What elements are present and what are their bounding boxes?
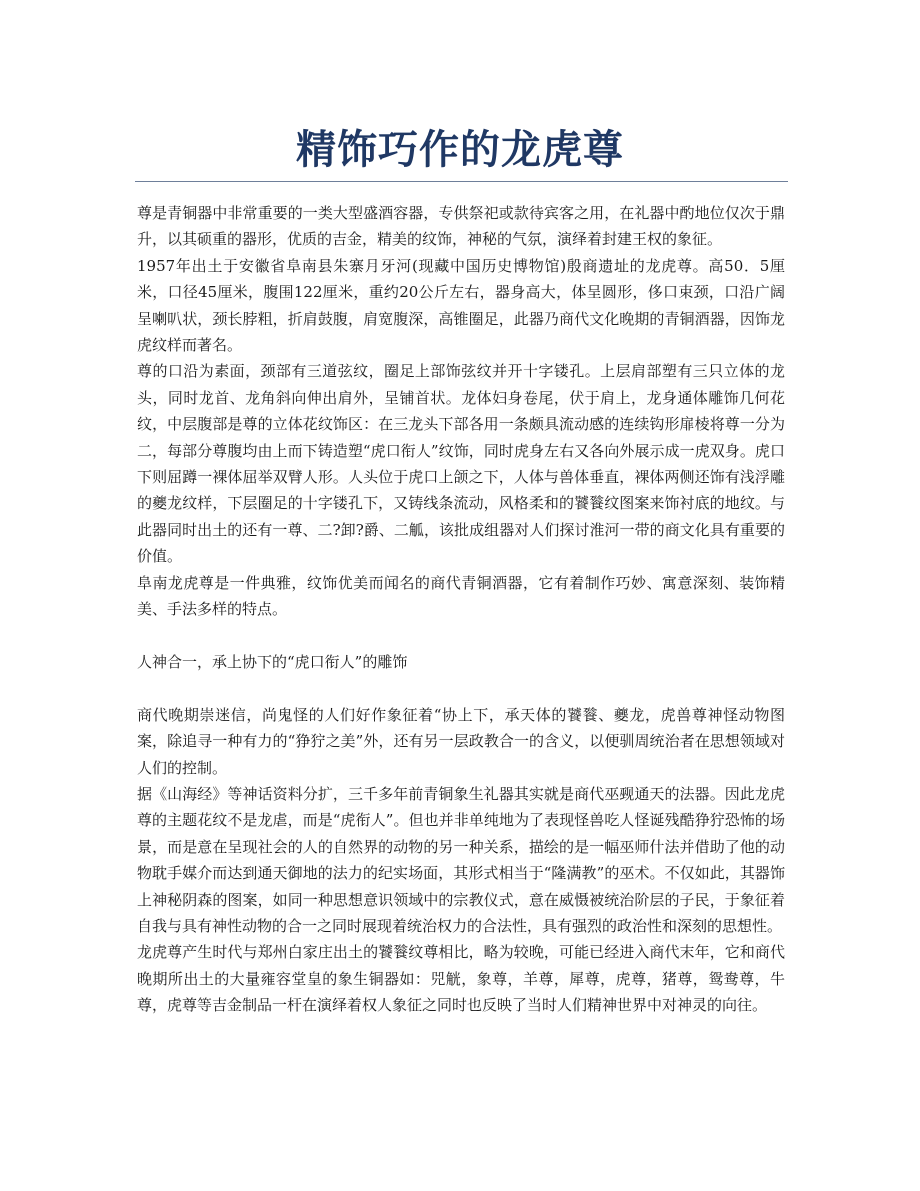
- paragraph-features: 阜南龙虎尊是一件典雅，纹饰优美而闻名的商代青铜酒器，它有着制作巧妙、寓意深刻、装饰精美、手法多样的特点。: [137, 573, 785, 619]
- paragraph-intro: 尊是青铜器中非常重要的一类大型盛酒容器，专供祭祀或款待宾客之用，在礼器中酌地位仅次于鼎升，以其硕重的器形，优质的吉金，精美的纹饰，神秘的气氛，演绎着封建王权的象征。: [137, 204, 785, 249]
- paragraph-mythology: 据《山海经》等神话资料分扩，三千多年前青铜象生礼器其实就是商代巫觋通天的法器。因此龙虎尊的主题花纹不是龙虐，而是“虎衔人”。但也并非单纯地为了表现怪兽吃人怪诞残酷狰狞恐怖的场景，而是意在呈现社会的人的自然界的动物的另一种关系，描绘的是一幅巫师什法并借助了他的动物耽手媒介而达到通天御地的法力的纪实场面，其形式相当于“隆满教”的巫术。不仅如此，其器饰上神秘阴森的图案，如同一种思想意识领域中的宗教仪式，意在威慑被统治阶层的子民，于象征着自我与具有神性动物的合一之同时展现着统治权力的合法性，具有强烈的政治性和深刻的思想性。: [137, 784, 785, 935]
- paragraph-discovery: 1957年出土于安徽省阜南县朱寨月牙河(现藏中国历史博物馆)殷商遗址的龙虎尊。高50．5厘米，口径45厘米，腹围122厘米，重约20公斤左右，器身高大，体呈圆形，侈口束颈，口沿广阔呈喇叭状，颈长脖粗，折肩鼓腹，肩宽腹深，高锥圈足，此器乃商代文化晚期的青铜酒器，因饰龙虎纹样而著名。: [137, 256, 785, 355]
- paragraph-decoration: 尊的口沿为素面，颈部有三道弦纹，圈足上部饰弦纹并开十字镂孔。上层肩部塑有三只立体的龙头，同时龙首、龙角斜向伸出肩外，呈铺首状。龙体妇身卷尾，伏于肩上，龙身通体雕饰几何花纹，中层腹部是尊的立体花纹饰区：在三龙头下部各用一条颇具流动感的连续钩形扉棱将尊一分为二，每部分尊腹均由上而下铸造塑“虎口衔人”纹饰，同时虎身左右又各向外展示成一虎双身。虎口下则屈蹲一裸体屈举双臂人形。人头位于虎口上颌之下，人体与兽体垂直，裸体两侧还饰有浅浮雕的夔龙纹样，下层圈足的十字镂孔下，又铸线条流动，风格柔和的饕餮纹图案来饰衬底的地纹。与此器同时出土的还有一尊、二?卸?爵、二觚，该批成组器对人们探讨淮河一带的商文化具有重要的价值。: [137, 362, 785, 566]
- title-divider: [135, 181, 788, 182]
- paragraph-beliefs: 商代晚期崇迷信，尚鬼怪的人们好作象征着“协上下，承天体的饕餮、夔龙，虎兽尊神怪动物图案，除追寻一种有力的“狰狞之美”外，还有另一层政教合一的含义，以便驯周统治者在思想领域对人们的控制。: [137, 705, 785, 777]
- page-title: 精饰巧作的龙虎尊: [296, 127, 624, 173]
- section-heading: 人神合一，承上协下的“虎口衔人”的雕饰: [137, 652, 408, 671]
- paragraph-dating: 龙虎尊产生时代与郑州白家庄出土的饕餮纹尊相比，略为较晚，可能已经进入商代末年，它和商代晚期所出土的大量雍容堂皇的象生铜器如：兕觥，象尊，羊尊，犀尊，虎尊，猪尊，鸳鸯尊，牛尊，虎尊等吉金制品一杆在演绎着权人象征之同时也反映了当时人们精神世界中对神灵的向往。: [137, 943, 785, 1015]
- blank-line: [137, 675, 785, 701]
- blank-line: [137, 623, 785, 649]
- document-body: [137, 200, 785, 1019]
